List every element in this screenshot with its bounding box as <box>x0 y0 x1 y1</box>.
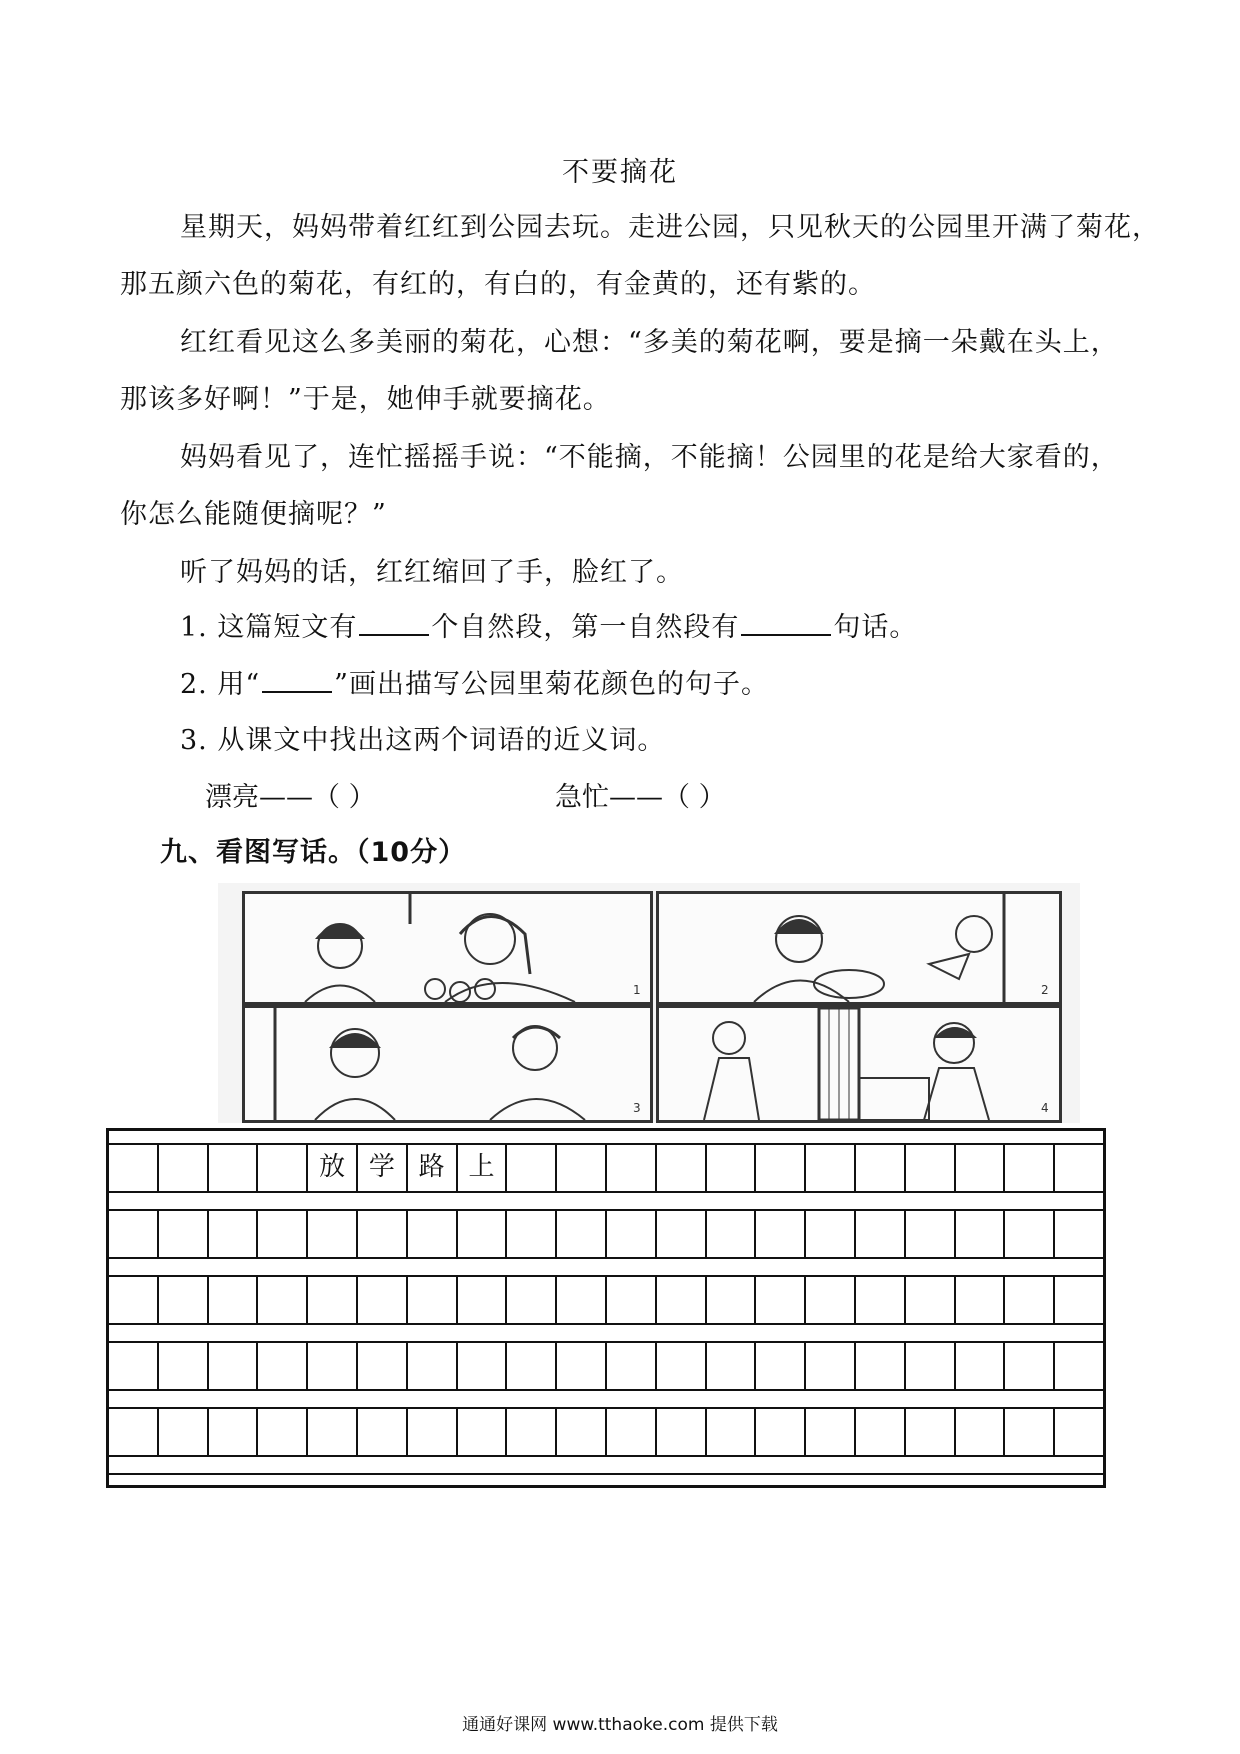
grid-row-5 <box>109 1407 1103 1457</box>
paragraph-4-line-1: 听了妈妈的话，红红缩回了手，脸红了。 <box>180 557 684 588</box>
grid-cell[interactable] <box>507 1409 557 1455</box>
grid-cell[interactable] <box>806 1145 856 1191</box>
paragraph-1-line-1: 星期天，妈妈带着红红到公园去玩。走进公园，只见秋天的公园里开满了菊花， <box>180 212 1160 243</box>
grid-cell[interactable] <box>1055 1211 1103 1257</box>
grid-cell[interactable] <box>1005 1277 1055 1323</box>
grid-cell[interactable] <box>607 1211 657 1257</box>
comic-panel-2 <box>656 891 1062 1005</box>
question-1-text-b: 个自然段，第一自然段有 <box>431 612 740 643</box>
question-2 <box>180 662 769 701</box>
grid-cell[interactable] <box>806 1343 856 1389</box>
grid-cell[interactable] <box>258 1145 308 1191</box>
grid-cell[interactable] <box>458 1343 508 1389</box>
grid-cell[interactable] <box>607 1277 657 1323</box>
grid-cell[interactable] <box>707 1409 757 1455</box>
grid-cell[interactable] <box>308 1409 358 1455</box>
grid-cell[interactable] <box>507 1145 557 1191</box>
writing-grid <box>106 1128 1106 1488</box>
grid-cell[interactable] <box>756 1343 806 1389</box>
grid-cell[interactable] <box>258 1277 308 1323</box>
grid-cell[interactable] <box>109 1343 159 1389</box>
grid-cell[interactable] <box>1055 1145 1103 1191</box>
girl-and-mother-picking-fruit-image <box>245 894 650 1002</box>
grid-cell[interactable] <box>657 1211 707 1257</box>
grid-cell[interactable] <box>209 1211 259 1257</box>
grid-cell[interactable] <box>109 1211 159 1257</box>
grid-cell[interactable] <box>856 1277 906 1323</box>
grid-cell[interactable] <box>308 1277 358 1323</box>
answer-blank-paragraphs[interactable] <box>359 614 429 636</box>
grid-cell[interactable] <box>557 1343 607 1389</box>
grid-cell[interactable] <box>408 1211 458 1257</box>
grid-cell[interactable] <box>209 1343 259 1389</box>
grid-cell[interactable] <box>358 1343 408 1389</box>
grid-cell[interactable] <box>806 1211 856 1257</box>
grid-cell[interactable] <box>1005 1343 1055 1389</box>
grid-cell[interactable] <box>1005 1145 1055 1191</box>
grid-cell[interactable] <box>707 1211 757 1257</box>
grid-cell[interactable] <box>507 1343 557 1389</box>
grid-cell[interactable] <box>159 1277 209 1323</box>
grid-cell[interactable] <box>1055 1409 1103 1455</box>
grid-cell[interactable] <box>159 1343 209 1389</box>
grid-cell[interactable] <box>557 1409 607 1455</box>
grid-cell[interactable] <box>906 1211 956 1257</box>
grid-cell[interactable] <box>856 1211 906 1257</box>
comic-panel-1-number: 1 <box>633 983 641 997</box>
grid-row-1 <box>109 1143 1103 1193</box>
grid-cell[interactable] <box>109 1145 159 1191</box>
grid-cell[interactable] <box>607 1409 657 1455</box>
grid-cell[interactable] <box>1055 1277 1103 1323</box>
grid-cell[interactable] <box>557 1145 607 1191</box>
grid-cell[interactable] <box>308 1343 358 1389</box>
grid-cell[interactable] <box>906 1277 956 1323</box>
grid-cell[interactable] <box>906 1409 956 1455</box>
paragraph-2-line-1: 红红看见这么多美丽的菊花，心想：“多美的菊花啊，要是摘一朵戴在头上， <box>180 327 1119 358</box>
grid-cell[interactable] <box>408 1343 458 1389</box>
paragraph-3-line-2: 你怎么能随便摘呢？” <box>120 499 387 530</box>
grid-cell[interactable] <box>109 1277 159 1323</box>
grid-cell[interactable] <box>956 1145 1006 1191</box>
grid-cell[interactable] <box>557 1211 607 1257</box>
grid-cell[interactable] <box>159 1409 209 1455</box>
grid-cell[interactable]: 学 <box>358 1145 408 1191</box>
comic-panel-4 <box>656 1005 1062 1123</box>
grid-cell[interactable] <box>209 1145 259 1191</box>
grid-cell[interactable] <box>109 1409 159 1455</box>
grid-cell[interactable] <box>458 1277 508 1323</box>
question-1 <box>180 605 917 644</box>
grid-row-2 <box>109 1209 1103 1259</box>
grid-cell[interactable] <box>756 1145 806 1191</box>
question-2-text-a: 2. 用“ <box>180 669 261 700</box>
grid-cell[interactable] <box>358 1277 408 1323</box>
grid-cell[interactable]: 上 <box>458 1145 508 1191</box>
question-3: 3. 从课文中找出这两个词语的近义词。 <box>180 725 666 756</box>
grid-cell[interactable]: 放 <box>308 1145 358 1191</box>
grid-cell[interactable] <box>707 1343 757 1389</box>
grid-cell[interactable] <box>258 1211 308 1257</box>
grid-cell[interactable] <box>806 1277 856 1323</box>
grid-cell[interactable] <box>258 1343 308 1389</box>
grid-cell[interactable] <box>408 1277 458 1323</box>
grid-cell[interactable] <box>956 1343 1006 1389</box>
grid-cell[interactable] <box>358 1409 408 1455</box>
synonym-pair-2[interactable]: 急忙——（ ） <box>555 782 726 813</box>
grid-cell[interactable] <box>308 1211 358 1257</box>
grid-cell[interactable] <box>657 1409 707 1455</box>
grid-cell[interactable] <box>956 1211 1006 1257</box>
grid-cell[interactable] <box>756 1211 806 1257</box>
grid-cell[interactable]: 路 <box>408 1145 458 1191</box>
grid-cell[interactable] <box>1055 1343 1103 1389</box>
comic-panel-1 <box>242 891 653 1005</box>
grid-cell[interactable] <box>159 1145 209 1191</box>
grid-cell[interactable] <box>856 1343 906 1389</box>
grid-cell[interactable] <box>657 1277 707 1323</box>
grid-cell[interactable] <box>657 1343 707 1389</box>
synonym-pair-1[interactable]: 漂亮——（ ） <box>205 782 376 813</box>
grid-cell[interactable] <box>1005 1409 1055 1455</box>
grid-cell[interactable] <box>756 1277 806 1323</box>
comic-panel-3-number: 3 <box>633 1101 641 1115</box>
grid-row-6 <box>109 1473 1103 1487</box>
grid-cell[interactable] <box>607 1343 657 1389</box>
grid-cell[interactable] <box>756 1409 806 1455</box>
grid-cell[interactable] <box>607 1145 657 1191</box>
question-1-text-a: 1. 这篇短文有 <box>180 612 358 643</box>
grid-cell[interactable] <box>159 1211 209 1257</box>
grid-cell[interactable] <box>707 1145 757 1191</box>
passage-title: 不要摘花 <box>562 157 678 188</box>
grid-cell[interactable] <box>856 1409 906 1455</box>
grid-cell[interactable] <box>507 1277 557 1323</box>
grid-cell[interactable] <box>458 1409 508 1455</box>
grid-cell[interactable] <box>209 1277 259 1323</box>
grid-cell[interactable] <box>657 1145 707 1191</box>
children-at-gate-image <box>659 1008 1059 1120</box>
comic-panel-2-number: 2 <box>1041 983 1049 997</box>
grid-cell[interactable] <box>956 1277 1006 1323</box>
grid-cell[interactable] <box>358 1211 408 1257</box>
grid-row-4 <box>109 1341 1103 1391</box>
grid-row-3 <box>109 1275 1103 1325</box>
grid-cell[interactable] <box>906 1343 956 1389</box>
grid-cell[interactable] <box>458 1211 508 1257</box>
grid-cell[interactable] <box>408 1409 458 1455</box>
comic-panel-3 <box>242 1005 653 1123</box>
grid-cell[interactable] <box>806 1409 856 1455</box>
grid-cell[interactable] <box>707 1277 757 1323</box>
grid-cell[interactable] <box>856 1145 906 1191</box>
comic-panel-4-number: 4 <box>1041 1101 1049 1115</box>
grid-cell[interactable] <box>557 1277 607 1323</box>
grid-cell[interactable] <box>209 1409 259 1455</box>
grid-cell[interactable] <box>507 1211 557 1257</box>
grid-cell[interactable] <box>258 1409 308 1455</box>
paragraph-1-line-2: 那五颜六色的菊花，有红的，有白的，有金黄的，还有紫的。 <box>120 269 876 300</box>
grid-cell[interactable] <box>906 1145 956 1191</box>
grid-cell[interactable] <box>1005 1211 1055 1257</box>
question-1-text-c: 句话。 <box>833 612 918 643</box>
question-2-text-b: ”画出描写公园里菊花颜色的句子。 <box>334 669 769 700</box>
paragraph-3-line-1: 妈妈看见了，连忙摇摇手说：“不能摘，不能摘！公园里的花是给大家看的， <box>180 442 1119 473</box>
section-9-heading: 九、看图写话。（10分） <box>160 837 467 868</box>
underline-sample <box>262 671 332 693</box>
grid-cell[interactable] <box>956 1409 1006 1455</box>
page-footer: 通通好课网 www.tthaoke.com 提供下载 <box>462 1715 778 1735</box>
answer-blank-sentences[interactable] <box>741 614 831 636</box>
picture-story-comic <box>218 883 1080 1123</box>
paragraph-2-line-2: 那该多好啊！”于是，她伸手就要摘花。 <box>120 384 611 415</box>
girl-and-woman-talking-image <box>245 1008 650 1120</box>
girl-carrying-basket-image <box>659 894 1059 1002</box>
